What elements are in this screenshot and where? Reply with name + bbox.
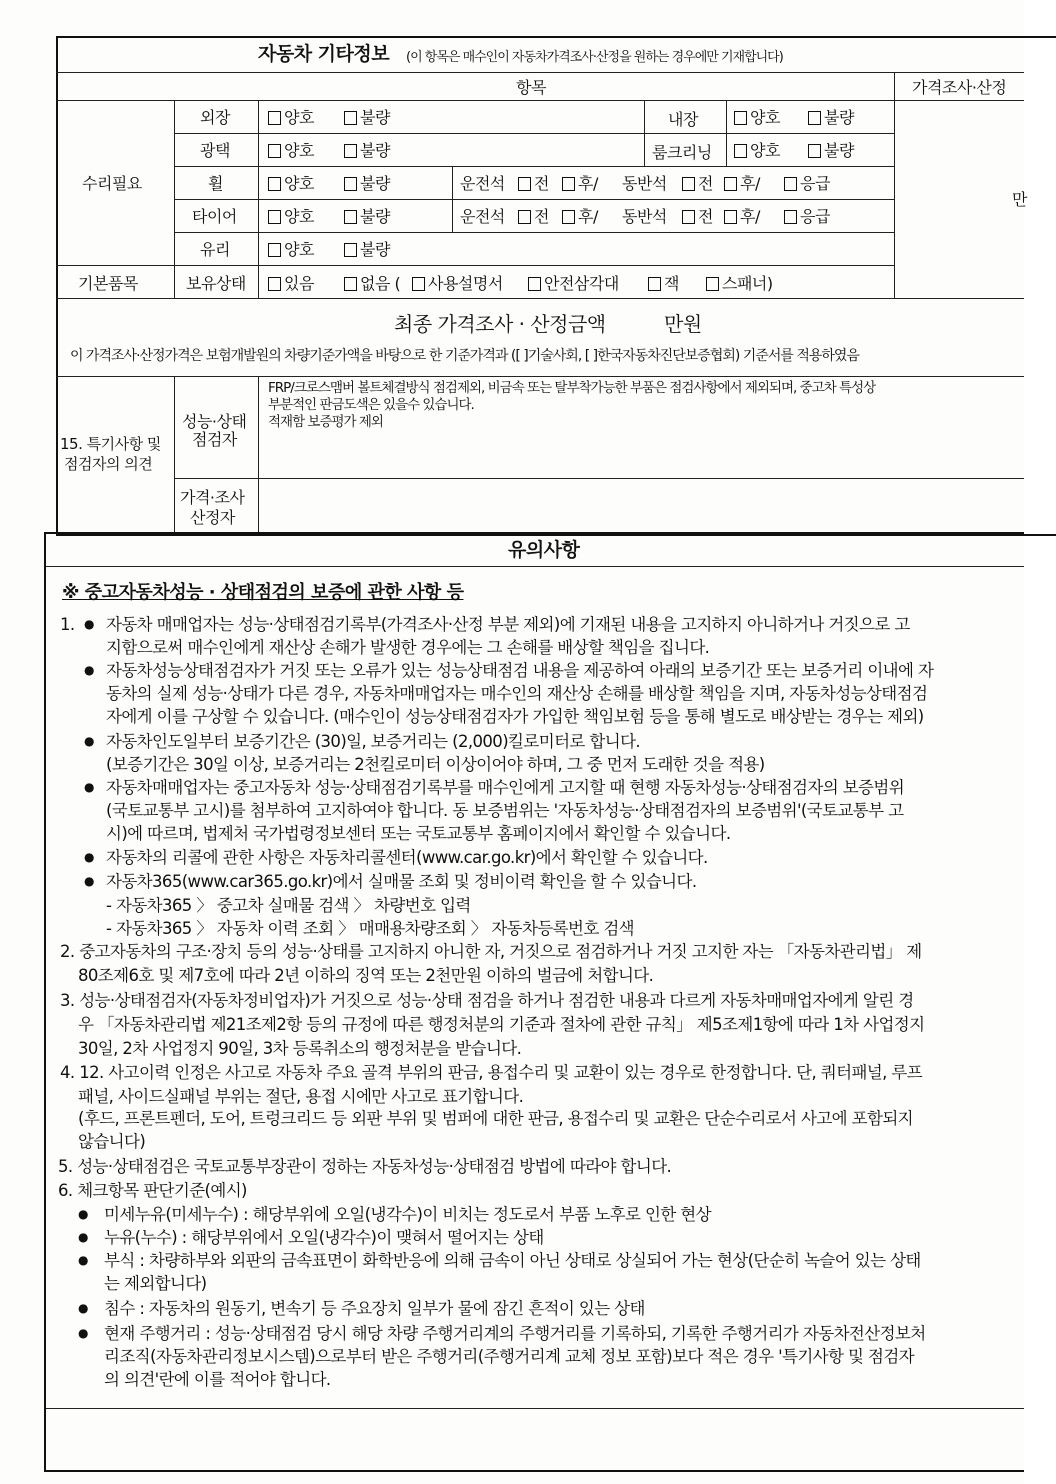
row-glass: 유리 [200,240,230,259]
section-title: 자동차 기타정보 [258,43,390,65]
interior-bad-option[interactable]: 불량 [808,108,854,128]
notice-line: 는 제외합니다) [104,1274,207,1293]
checkbox[interactable] [682,177,695,191]
checkbox[interactable] [268,177,281,191]
gloss-bad-option[interactable]: 불량 [344,141,390,161]
wheel-passenger-label: 동반석 [622,174,667,193]
gloss-good-option[interactable]: 양호 [268,141,314,161]
basic-items-label: 기본품목 [78,274,138,293]
row-gloss: 광택 [200,141,230,160]
notice-line: 자동차 매매업자는 성능·상태점검기록부(가격조사·산정 부분 제외)에 기재된 내용을 고지하지 아니하거나 거짓으로 고 [106,615,910,634]
notice-line: 1. [60,615,75,634]
notice-line: 의 의견'란에 이를 적어야 합니다. [104,1370,331,1389]
checkbox[interactable] [344,210,357,224]
tire-passenger-front-option[interactable]: 전 [682,207,713,227]
notice-line: 지함으로써 매수인에게 재산상 손해가 발생한 경우에는 그 손해를 배상할 책임을 집니다. [106,638,710,657]
special-notes-label-2: 점검자의 의견 [64,455,153,473]
exterior-bad-option[interactable]: 불량 [344,108,390,128]
notice-line: 현재 주행거리 : 성능·상태점검 당시 해당 차량 주행거리계의 주행거리를 기록하되, 기록한 주행거리가 자동차전산정보처 [104,1324,926,1343]
notice-line: 미세누유(미세누수) : 해당부위에 오일(냉각수)이 비치는 정도로서 부품 노후로 인한 현상 [104,1205,711,1224]
checkbox[interactable] [344,243,357,257]
notice-line: - 자동차365 〉 자동차 이력 조회 〉 매매용차량조회 〉 자동차등록번호 검색 [106,919,635,938]
checkbox[interactable] [268,111,281,125]
rule [56,72,1024,73]
row-possession: 보유상태 [186,274,246,293]
bullet-icon: ● [84,780,95,794]
wheel-driver-rear-option[interactable]: 후/ [562,174,598,194]
notice-line: (국토교통부 고시)를 첨부하여 고지하여야 합니다. 동 보증범위는 '자동차성능·상태점검자의 보증범위'(국토교통부 고 [106,801,904,820]
appraiser-label: 가격·조사 [180,488,245,507]
bullet-icon: ● [78,1230,89,1244]
appraiser-label-2: 산정자 [190,508,235,527]
notice-line: 자동차인도일부터 보증기간은 (30)일, 보증거리는 (2,000)킬로미터로 합니다. [106,732,641,751]
jack-option[interactable]: 잭 [648,274,679,294]
wheel-good-option[interactable]: 양호 [268,174,314,194]
checkbox[interactable] [682,210,695,224]
section-note: (이 항목은 매수인이 자동차가격조사·산정을 원하는 경우에만 기재합니다) [406,50,783,65]
rule [44,1408,1024,1409]
safety-triangle-option[interactable]: 안전삼각대 [528,274,619,294]
notice-line: 30일, 2차 사업정지 90일, 3차 등록취소의 행정처분을 받습니다. [78,1039,522,1058]
checkbox[interactable] [562,177,575,191]
bullet-icon: ● [84,663,95,677]
glass-good-option[interactable]: 양호 [268,240,314,260]
notice-line: 자동차의 리콜에 관한 사항은 자동차리콜센터(www.car.go.kr)에서 확인할 수 있습니다. [106,848,708,867]
checkbox[interactable] [724,177,737,191]
final-price-basis: 이 가격조사·산정가격은 보험개발원의 차량기준가액을 바탕으로 한 기준가격과 ([ ]기술사회, [ ]한국자동차진단보증협회) 기준서를 적용하였음 [70,348,859,364]
checkbox[interactable] [808,144,821,158]
notice-line: (보증기간은 30일 이상, 보증거리는 2천킬로미터 이상이어야 하며, 그 중 먼저 도래한 것을 적용) [106,755,765,774]
possession-have-option[interactable]: 있음 [268,274,314,294]
tire-bad-option[interactable]: 불량 [344,207,390,227]
spanner-option[interactable]: 스패너) [706,274,773,294]
notice-line: 부식 : 차량하부와 외판의 금속표면이 화학반응에 의해 금속이 아닌 상태로 상실되어 가는 현상(단순히 녹슬어 있는 상태 [104,1251,921,1270]
checkbox[interactable] [518,210,531,224]
notice-line: - 자동차365 〉 중고차 실매물 검색 〉 차량번호 입력 [106,896,471,915]
tire-driver-front-option[interactable]: 전 [518,207,549,227]
room-cleaning-bad-option[interactable]: 불량 [808,141,854,161]
bullet-icon: ● [84,874,95,888]
notice-line: 80조제6호 및 제7호에 따라 2년 이하의 징역 또는 2천만원 이하의 벌금에 처합니다. [78,966,654,985]
checkbox[interactable] [734,144,747,158]
notice-line: 누유(누수) : 해당부위에서 오일(냉각수)이 맺혀서 떨어지는 상태 [104,1228,544,1247]
notice-line: 않습니다) [78,1132,146,1151]
checkbox[interactable] [734,111,747,125]
repair-needed-label: 수리필요 [82,174,142,193]
notice-line: 패널, 사이드실패널 부위는 절단, 용접 시에만 사고로 표기합니다. [78,1087,524,1106]
wheel-driver-front-option[interactable]: 전 [518,174,549,194]
checkbox[interactable] [344,177,357,191]
tire-passenger-label: 동반석 [622,207,667,226]
tire-passenger-rear-option[interactable]: 후/ [724,207,760,227]
wheel-driver-label: 운전석 [460,174,505,193]
possession-none-option[interactable]: 없음 ( [344,274,400,294]
row-interior: 내장 [668,110,698,129]
notice-line: 자동차365(www.car365.go.kr)에서 실매물 조회 및 정비이력 확인을 할 수 있습니다. [106,872,697,891]
checkbox[interactable] [784,210,797,224]
bullet-icon: ● [84,617,95,631]
notice-line: 시)에 따르며, 법제처 국가법령정보센터 또는 국토교통부 홈페이지에서 확인할 수 있습니다. [106,824,731,843]
checkbox[interactable] [518,177,531,191]
inspector-opinion-line: 부분적인 판금도색은 있을수 있습니다. [268,397,474,413]
notice-line: 4. 12. 사고이력 인정은 사고로 자동차 주요 골격 부위의 판금, 용접수리 및 교환이 있는 경우로 한정합니다. 단, 쿼터패널, 루프 [60,1063,923,1082]
glass-bad-option[interactable]: 불량 [344,240,390,260]
checkbox[interactable] [648,277,661,291]
special-notes-label: 15. 특기사항 및 [60,435,161,453]
notice-line: 2. 중고자동차의 구조·장치 등의 성능·상태를 고지하지 아니한 자, 거짓으로 점검하거나 거짓 고지한 자는 「자동차관리법」 제 [60,942,922,961]
row-wheel: 휠 [208,174,223,193]
notice-line: 우 「자동차관리법 제21조제2항 등의 규정에 따른 행정처분의 기준과 절차에 관한 규칙」 제5조제1항에 따라 1차 사업정지 [78,1015,925,1034]
tire-good-option[interactable]: 양호 [268,207,314,227]
bullet-icon: ● [78,1301,89,1315]
wheel-bad-option[interactable]: 불량 [344,174,390,194]
checkbox[interactable] [268,277,281,291]
checkbox[interactable] [784,177,797,191]
rule [44,1470,1024,1472]
checkbox[interactable] [344,277,357,291]
inspector-label-2: 점검자 [192,430,237,449]
col-item-header: 항목 [516,78,546,97]
bullet-icon: ● [78,1207,89,1221]
notice-line: 동차의 실제 성능·상태가 다른 경우, 자동차매매업자는 매수인의 재산상 손해를 배상할 책임을 지며, 자동차성능상태점검 [106,684,928,703]
checkbox[interactable] [344,144,357,158]
checkbox[interactable] [808,111,821,125]
notice-subtitle: ※ 중고자동차성능 · 상태점검의 보증에 관한 사항 등 [62,582,464,603]
notice-line: 자동차성능상태점검자가 거짓 또는 오류가 있는 성능상태점검 내용을 제공하여 아래의 보증기간 또는 보증거리 이내에 자 [106,661,934,680]
tire-driver-label: 운전석 [460,207,505,226]
checkbox[interactable] [706,277,719,291]
checkbox[interactable] [268,210,281,224]
final-price-unit: 만원 [664,312,702,336]
notice-line: 자동차매매업자는 중고자동차 성능·상태점검기록부를 매수인에게 고지할 때 현행 자동차성능·상태점검자의 보증범위 [106,778,905,797]
notice-line: 리조직(자동차관리정보시스템)으로부터 받은 주행거리(주행거리계 교체 정보 포함)보다 적은 경우 '특기사항 및 점검자 [104,1347,915,1366]
rule [44,532,46,1470]
checkbox[interactable] [268,243,281,257]
checkbox[interactable] [562,210,575,224]
row-exterior: 외장 [200,108,230,127]
inspector-label: 성능·상태 [182,412,247,431]
bullet-icon: ● [84,734,95,748]
tire-emergency-option[interactable]: 응급 [784,207,830,227]
tire-driver-rear-option[interactable]: 후/ [562,207,598,227]
checkbox[interactable] [268,144,281,158]
inspector-opinion-line: FRP/크로스맴버 볼트체결방식 점검제외, 비금속 또는 탈부착가능한 부품은 점검사항에서 제외되며, 중고차 특성상 [268,380,876,396]
bullet-icon: ● [84,850,95,864]
inspector-opinion-line: 적재함 보증평가 제외 [268,414,383,430]
col-price-header: 가격조사·산정 [912,78,1007,97]
bullet-icon: ● [78,1253,89,1267]
checkbox[interactable] [528,277,541,291]
notice-line: 침수 : 자동차의 원동기, 변속기 등 주요장치 일부가 물에 잠긴 흔적이 있는 상태 [104,1299,645,1318]
room-cleaning-good-option[interactable]: 양호 [734,141,780,161]
checkbox[interactable] [344,111,357,125]
notice-line: 5. 성능·상태점검은 국토교통부장관이 정하는 자동차성능·상태점검 방법에 따라야 합니다. [58,1157,672,1176]
final-price-label: 최종 가격조사 · 산정금액 [394,312,606,336]
notice-line: 6. 체크항목 판단기준(예시) [58,1181,247,1200]
wheel-passenger-front-option[interactable]: 전 [682,174,713,194]
notice-title: 유의사항 [508,539,580,561]
row-room-cleaning: 룸크리닝 [652,143,712,162]
checkbox[interactable] [724,210,737,224]
checkbox[interactable] [412,277,425,291]
notice-line: (후드, 프론트펜더, 도어, 트렁크리드 등 외판 부위 및 범퍼에 대한 판금, 용접수리 및 교환은 단순수리로서 사고에 포함되지 [78,1109,914,1128]
interior-good-option[interactable]: 양호 [734,108,780,128]
bullet-icon: ● [78,1326,89,1340]
exterior-good-option[interactable]: 양호 [268,108,314,128]
row-tire: 타이어 [192,207,237,226]
manual-option[interactable]: 사용설명서 [412,274,503,294]
wheel-emergency-option[interactable]: 응급 [784,174,830,194]
notice-line: 3. 성능·상태점검자(자동차정비업자)가 거짓으로 성능·상태 점검을 하거나 점검한 내용과 다르게 자동차매매업자에게 알린 경 [60,991,914,1010]
wheel-passenger-rear-option[interactable]: 후/ [724,174,760,194]
price-cell-text: 만 [1012,190,1027,209]
notice-line: 자에게 이를 구상할 수 있습니다. (매수인이 성능상태점검자가 가입한 책임보험 등을 통해 별도로 배상받는 경우는 제외) [106,707,924,726]
